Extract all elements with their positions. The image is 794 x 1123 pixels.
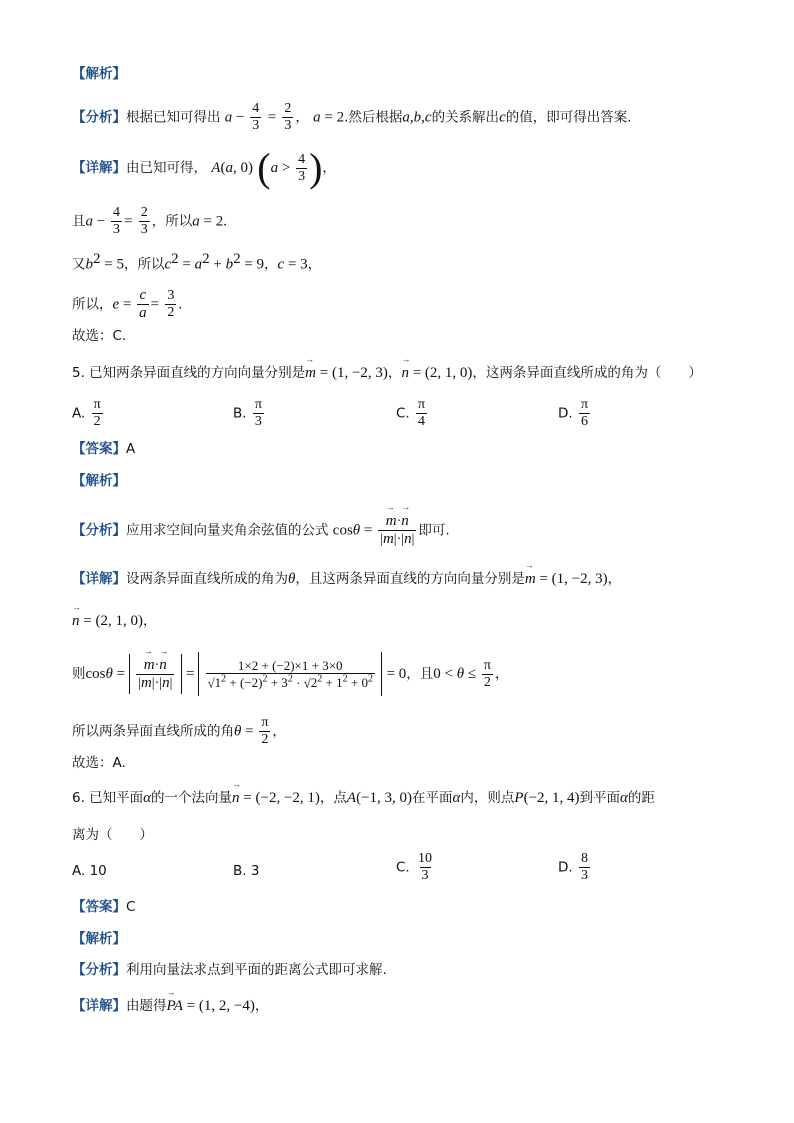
q5-option-a: A. $\frac{\pi}{2}$: [72, 397, 101, 429]
q5-option-b: B. $\frac{\pi}{3}$: [233, 397, 262, 429]
equation-line-2: 又$b^2 = 5$，所以$c^2 = a^2 + b^2 = 9$，c = 3，: [72, 251, 322, 273]
analysis-line-1: 【分析】根据已知可得出 a − $\frac{4}{3}$ = $\frac{2}{3}$ ， a = 2.然后根据a,b,c的关系解出c的值，即可得出答案.: [72, 101, 632, 133]
q5-jiexi-label: 【解析】: [72, 473, 126, 489]
q5-detail-line-1: 【详解】设两条异面直线所成的角为θ，且这两条异面直线的方向向量分别是→ m = (1, −2, 3)，: [72, 572, 621, 587]
fraction: $\frac{3}{2}$: [167, 288, 175, 320]
fraction: $\frac{4}{3}$: [112, 205, 120, 237]
q6-option-a: A. 10: [72, 863, 107, 879]
q6-option-d: D. $\frac{8}{3}$: [558, 851, 588, 883]
q5-option-d: D. $\frac{\pi}{6}$: [558, 397, 589, 429]
fraction: $\frac{4}{3}$: [252, 101, 260, 133]
q5-answer: 【答案】A: [72, 441, 136, 457]
q6-stem-line-1: 6. 已知平面α的一个法向量→ n = (−2, −2, 1)，点A(−1, 3, 0)在平面α内，则点P(−2, 1, 4)到平面α的距: [72, 791, 655, 806]
jiexi-label-1: 【解析】: [72, 66, 126, 82]
q6-analysis: 【分析】利用向量法求点到平面的距离公式即可求解.: [72, 962, 387, 978]
q5-cos-calculation: 则cosθ = → $\frac{m\cdot\to n}{|m|\cdot|n|}$ = $\frac{1\times 2 + (-2)\times 1 + 3\times 0}{√1^2 + (-2)^2 + 3^2 \cdot √2^2 + 1^2 + 0^2}$ = 0，且0 < θ ≤ $\frac{\pi}{2}$ ，: [72, 652, 508, 696]
q6-detail: 【详解】由题得→ PA = (1, 2, −4)，: [72, 999, 268, 1014]
q6-answer: 【答案】C: [72, 899, 136, 915]
q6-option-b: B. 3: [233, 863, 260, 879]
fraction: $\frac{2}{3}$: [140, 205, 148, 237]
detail-line-1: 【详解】由已知可得， A(a, 0) (a > $\frac{4}{3}$ )，: [72, 145, 336, 190]
fraction: $\frac{2}{3}$: [284, 101, 292, 133]
q5-option-c: C. $\frac{\pi}{4}$: [396, 397, 426, 429]
q5-angle-line: 所以两条异面直线所成的角θ = $\frac{\pi}{2}$ ，: [72, 715, 286, 747]
q6-jiexi-label: 【解析】: [72, 931, 126, 947]
equation-line-1: 且a − $\frac{4}{3}$ = $\frac{2}{3}$ ，所以a = 2.: [72, 205, 227, 237]
q5-detail-line-2: → n = (2, 1, 0)，: [72, 614, 156, 629]
fraction: $\frac{4}{3}$: [298, 151, 306, 184]
q6-stem-line-2: 离为（ ）: [72, 827, 153, 843]
equation-line-3: 所以，e = $\frac{c}{a}$ = $\frac{3}{2}$ .: [72, 287, 183, 321]
q5-analysis: 【分析】应用求空间向量夹角余弦值的公式 cosθ = → $\frac{m\cdot\to n}{|m|\cdot|n|}$ 即可.: [72, 514, 450, 547]
q5-choose: 故选：A.: [72, 755, 126, 771]
choose-line-1: 故选：C.: [72, 328, 127, 344]
cos-formula-fraction: → $\frac{m\cdot\to n}{|m|\cdot|n|}$: [378, 514, 416, 547]
q6-option-c: C. $\frac{10}{3}$: [396, 851, 433, 883]
fraction: $\frac{c}{a}$: [139, 287, 147, 321]
q5-stem: 5. 已知两条异面直线的方向向量分别是→ m = (1, −2, 3)，→ n = (2, 1, 0)，这两条异面直线所成的角为（ ）: [72, 366, 702, 381]
